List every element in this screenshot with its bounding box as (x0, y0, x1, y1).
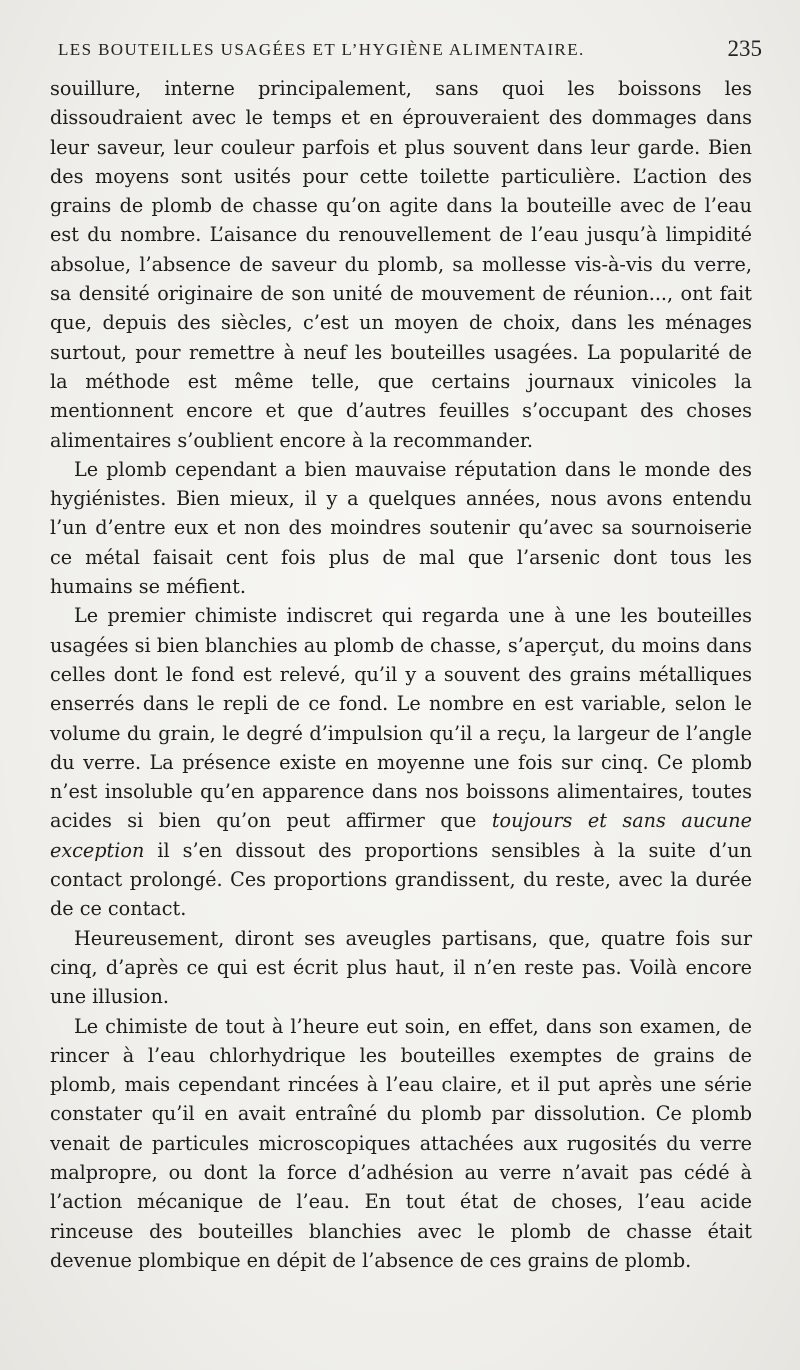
paragraph-2: Le plomb cependant a bien mauvaise réputation dans le monde des hygiénistes. Bien mieux, il y a quelques années, nous avons entendu l’un d’entre eux et non des moindres soutenir qu’avec sa sournoiserie ce métal faisait cent fois plus de mal que l’arsenic dont tous les humains se méfient. (50, 457, 752, 599)
paragraph-3-italic: toujours et sans aucune exception (50, 809, 752, 862)
paragraph-5: Le chimiste de tout à l’heure eut soin, en effet, dans son examen, de rincer à l’eau chlorhydrique les bouteilles exemptes de grains de plomb, mais cependant rincées à l’eau claire, et il put après une série constater qu’il en avait entraîné du plomb par dissolution. Ce plomb venait de particules microscopiques attachées aux rugosités du verre malpropre, ou dont la force d’adhésion au verre n’avait pas cédé à l’action mécanique de l’eau. En tout état de choses, l’eau acide rinceuse des bouteilles blanchies avec le plomb de chasse était devenue plombique en dépit de l’absence de ces grains de plomb. (50, 1014, 752, 1272)
running-title: LES BOUTEILLES USAGÉES ET L’HYGIÈNE ALIMENTAIRE. (58, 40, 585, 59)
page-number: 235 (727, 36, 762, 61)
paragraph-3 (50, 601, 752, 923)
paragraph-1: souillure, interne principalement, sans quoi les boissons les dissoudraient avec le temps et en éprouveraient des dommages dans leur saveur, leur couleur parfois et plus souvent dans leur garde. Bien des moyens sont usités pour cette toilette particulière. L’action des grains de plomb de chasse qu’on agite dans la bouteille avec de l’eau est du nombre. L’aisance du renouvellement de l’eau jusqu’à limpidité absolue, l’absence de saveur du plomb, sa mollesse vis-à-vis du verre, sa densité originaire de son unité de mouvement de réunion..., ont fait que, depuis des siècles, c’est un moyen de choix, dans les ménages surtout, pour remettre à neuf les bouteilles usagées. La popularité de la méthode est même telle, que certains journaux vinicoles la mentionnent encore et que d’autres feuilles s’occupant des choses alimentaires s’oublient encore à la recommander. (50, 77, 752, 452)
body-text (50, 74, 752, 1275)
paragraph-3-text-start: Le premier chimiste indiscret qui regarda une à une les bouteilles usagées si bien blanchies au plomb de chasse, s’aperçut, du moins dans celles dont le fond est relevé, qu’il y a souvent des grains métalliques enserrés dans le repli de ce fond. Le nombre en est variable, selon le volume du grain, le degré d’impulsion qu’il a reçu, la largeur de l’angle du verre. La présence existe en moyenne une fois sur cinq. Ce plomb n’est insoluble qu’en apparence dans nos boissons alimentaires, toutes acides si bien qu’on peut affirmer que (50, 604, 752, 833)
running-header (58, 36, 762, 66)
paragraph-4: Heureusement, diront ses aveugles partisans, que, quatre fois sur cinq, d’après ce qui est écrit plus haut, il n’en reste pas. Voilà encore une illusion. (50, 926, 752, 1009)
paragraph-3-text-end: il s’en dissout des proportions sensibles à la suite d’un contact prolongé. Ces proportions grandissent, du reste, avec la durée de ce contact. (50, 838, 752, 921)
